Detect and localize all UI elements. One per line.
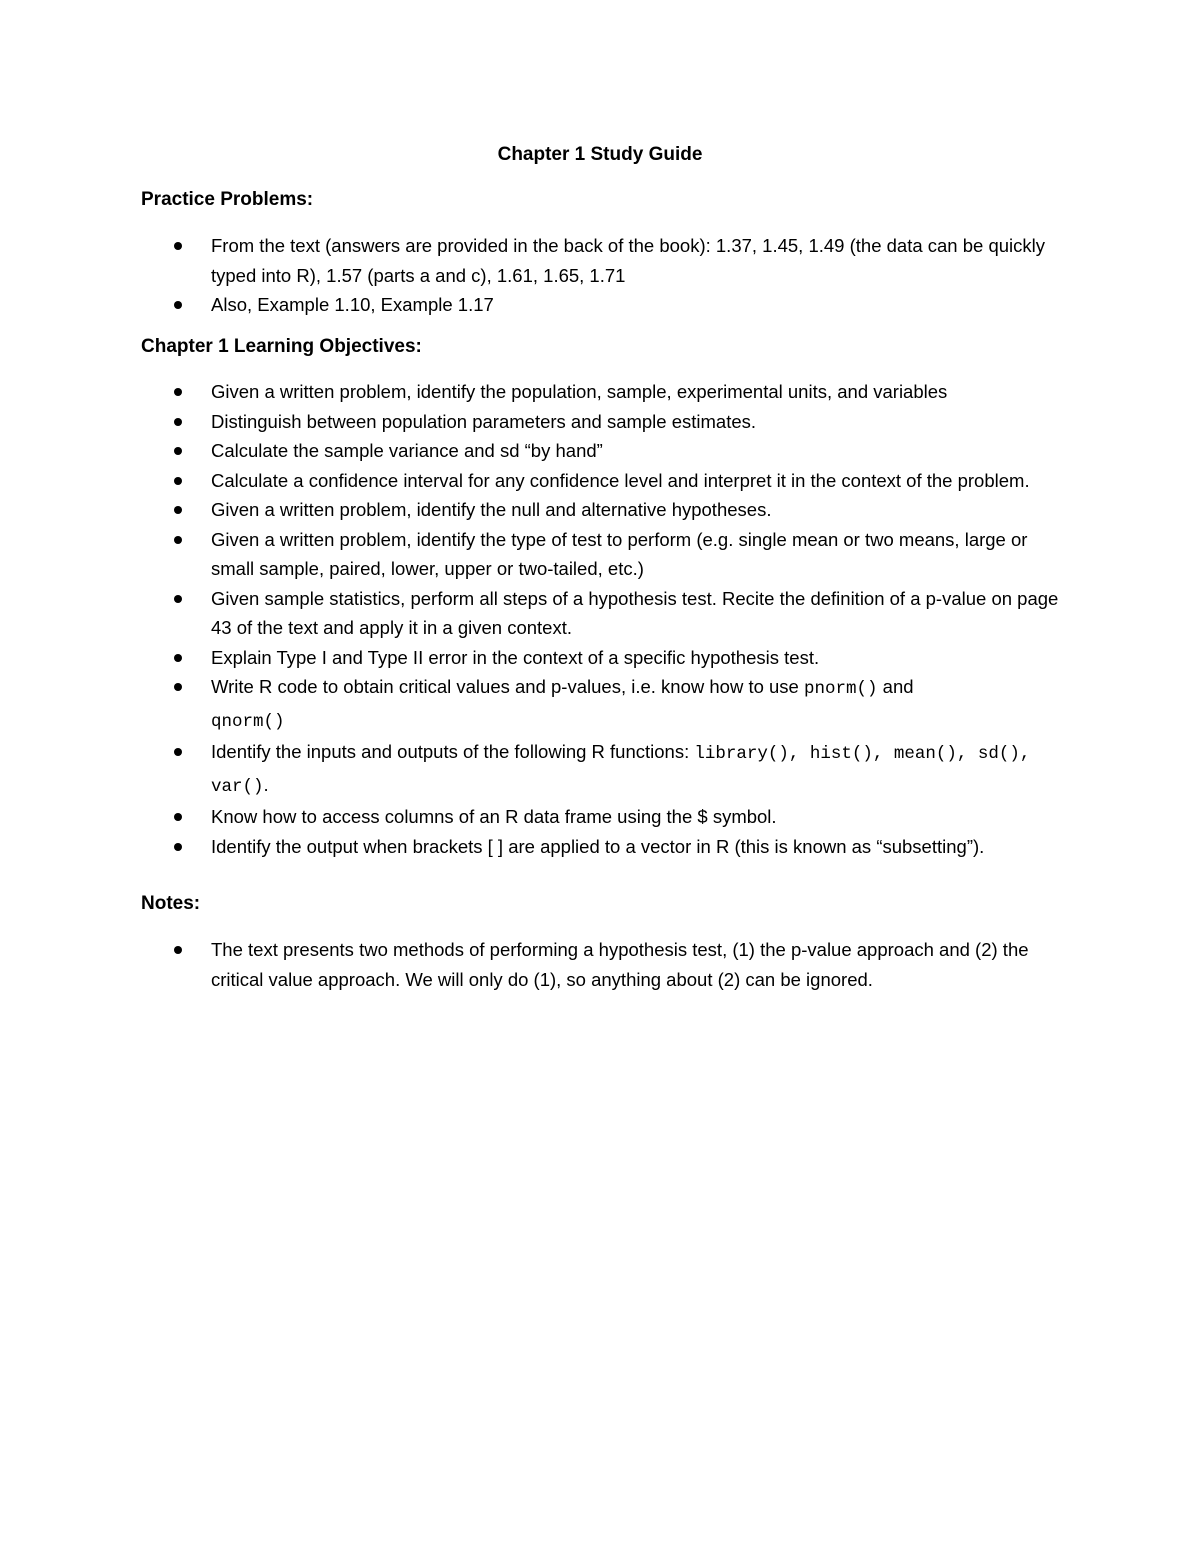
learning-objectives-heading: Chapter 1 Learning Objectives: bbox=[141, 336, 422, 357]
list-item: Also, Example 1.10, Example 1.17 bbox=[141, 290, 1071, 320]
list-item: From the text (answers are provided in the back of the book): 1.37, 1.45, 1.49 (the data can be quickly typed into R), 1.57 (parts a and c), 1.61, 1.65, 1.71 bbox=[141, 231, 1071, 290]
list-item: Identify the output when brackets [ ] are applied to a vector in R (this is known as “subsetting”). bbox=[141, 832, 1071, 862]
list-item: Given a written problem, identify the null and alternative hypotheses. bbox=[141, 495, 1071, 525]
list-item bbox=[141, 737, 1071, 802]
code-qnorm: qnorm() bbox=[211, 711, 285, 732]
list-item: Given sample statistics, perform all steps of a hypothesis test. Recite the definition of a p-value on page 43 of the text and apply it in a given context. bbox=[141, 584, 1071, 643]
document-title: Chapter 1 Study Guide bbox=[497, 144, 703, 165]
list-item: Given a written problem, identify the population, sample, experimental units, and variables bbox=[141, 377, 1071, 407]
learning-objectives-list bbox=[141, 377, 1071, 861]
functions-item-end: . bbox=[263, 773, 269, 795]
functions-item-text: Identify the inputs and outputs of the following R functions: bbox=[211, 741, 695, 762]
rcode-item-text: Write R code to obtain critical values and p-values, i.e. know how to use bbox=[211, 676, 804, 697]
list-item: The text presents two methods of performing a hypothesis test, (1) the p-value approach and (2) the critical value approach. We will only do (1), so anything about (2) can be ignored. bbox=[141, 935, 1071, 994]
practice-problems-list bbox=[141, 231, 1071, 320]
code-pnorm: pnorm() bbox=[804, 679, 878, 699]
notes-heading: Notes: bbox=[141, 893, 201, 914]
list-item: Explain Type I and Type II error in the context of a specific hypothesis test. bbox=[141, 643, 1071, 673]
list-item: Calculate a confidence interval for any confidence level and interpret it in the context of the problem. bbox=[141, 466, 1071, 496]
notes-list bbox=[141, 935, 1071, 994]
list-item: Given a written problem, identify the type of test to perform (e.g. single mean or two means, large or small sample, paired, lower, upper or two-tailed, etc.) bbox=[141, 525, 1071, 584]
list-item: Calculate the sample variance and sd “by hand” bbox=[141, 436, 1071, 466]
list-item: Distinguish between population parameters and sample estimates. bbox=[141, 407, 1071, 437]
list-item bbox=[141, 672, 1071, 737]
code-function-list: library(), hist(), mean(), sd(), var() bbox=[211, 744, 1031, 797]
rcode-item-conjunction: and bbox=[877, 676, 914, 697]
list-item: Know how to access columns of an R data frame using the $ symbol. bbox=[141, 802, 1071, 832]
practice-problems-heading: Practice Problems: bbox=[141, 189, 314, 210]
